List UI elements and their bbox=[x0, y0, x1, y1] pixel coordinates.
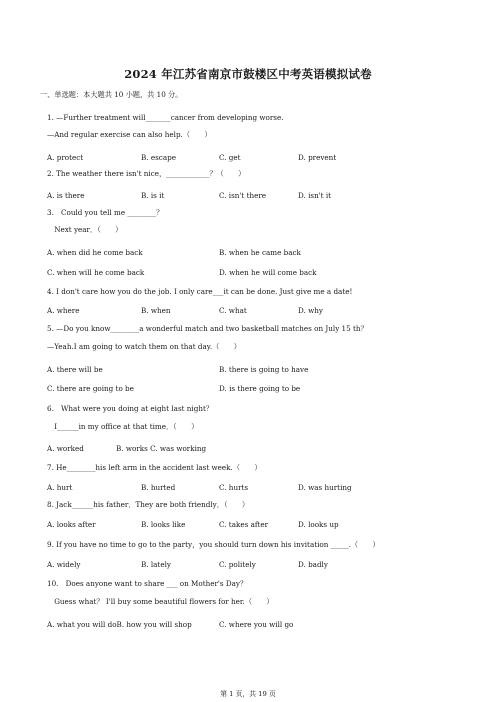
question-8-option: D. looks up bbox=[298, 520, 339, 529]
question-1-line-1: 1. —Further treatment will_______cancer from developing worse. bbox=[47, 113, 284, 122]
question-8-option: C. takes after bbox=[219, 520, 269, 529]
question-3-option: A. when did he come back bbox=[47, 248, 143, 257]
question-6-line-1: 6. What were you doing at eight last night？ bbox=[47, 404, 214, 413]
question-5-line-1: 5. —Do you know________a wonderful match and two basketball matches on July 15 th？ bbox=[47, 324, 368, 333]
question-4-option: C. what bbox=[219, 306, 247, 315]
question-9-option: D. badly bbox=[298, 560, 328, 569]
question-1-option: A. protect bbox=[47, 153, 84, 162]
section-heading: 一、单选题：本大题共 10 小题，共 10 分。 bbox=[40, 90, 183, 99]
question-7-option: C. hurts bbox=[219, 483, 249, 492]
question-4-option: B. when bbox=[141, 306, 171, 315]
question-7-option: B. hurted bbox=[141, 483, 176, 492]
question-6-option: A. worked bbox=[47, 444, 84, 453]
question-5-line-2: —Yeah.I am going to watch them on that day.（ ） bbox=[47, 342, 241, 351]
question-7-option: A. hurt bbox=[47, 483, 73, 492]
question-4-option: D. why bbox=[298, 306, 323, 315]
question-1-line-2: —And regular exercise can also help.（ ） bbox=[47, 130, 212, 139]
question-3-option: B. when he came back bbox=[219, 248, 301, 257]
question-3-option: C. when will he come back bbox=[47, 268, 145, 277]
question-4-line-1: 4. I don't care how you do the job. I only care___it can be done. Just give me a date! bbox=[47, 287, 353, 296]
question-5-option: A. there will be bbox=[47, 365, 103, 374]
question-3-line-2: Next year．（ ） bbox=[47, 225, 123, 234]
question-6-line-2: I______in my office at that time．（ ） bbox=[47, 422, 199, 431]
question-10-line-2: Guess what？ I'll buy some beautiful flowers for her.（ ） bbox=[47, 597, 274, 606]
question-3-line-1: 3. Could you tell me ________？ bbox=[47, 208, 164, 217]
question-10-option: A. what you will doB. how you will shop bbox=[47, 620, 192, 629]
question-8-option: A. looks after bbox=[47, 520, 96, 529]
question-2-line-1: 2. The weather there isn't nice，____________？（ ） bbox=[47, 169, 246, 178]
question-6-option: B. works C. was working bbox=[116, 444, 207, 453]
question-9-option: C. politely bbox=[219, 560, 256, 569]
question-2-option: C. isn't there bbox=[219, 191, 267, 200]
question-1-option: B. escape bbox=[141, 153, 176, 162]
question-9-line-1: 9. If you have no time to go to the party，you should turn down his invitation _____.（ ） bbox=[47, 540, 380, 549]
question-2-option: A. is there bbox=[47, 191, 85, 200]
question-5-option: C. there are going to be bbox=[47, 384, 134, 393]
question-3-option: D. when he will come back bbox=[219, 268, 317, 277]
question-9-option: A. widely bbox=[47, 560, 81, 569]
question-5-option: D. is there going to be bbox=[219, 384, 301, 393]
question-10-line-1: 10. Does anyone want to share ___ on Mother's Day？ bbox=[47, 579, 248, 588]
question-1-option: C. get bbox=[219, 153, 241, 162]
question-1-option: D. prevent bbox=[298, 153, 337, 162]
question-7-line-1: 7. He________his left arm in the accident last week.（ ） bbox=[47, 463, 262, 472]
question-2-option: D. isn't it bbox=[298, 191, 332, 200]
question-5-option: B. there is going to have bbox=[219, 365, 309, 374]
question-8-line-1: 8. Jack______his father．They are both friendly．（ ） bbox=[47, 500, 250, 509]
page-footer: 第 1 页，共 19 页 bbox=[220, 690, 276, 698]
page-title: 2024 年江苏省南京市鼓楼区中考英语模拟试卷 bbox=[124, 67, 372, 81]
question-9-option: B. lately bbox=[141, 560, 171, 569]
question-8-option: B. looks like bbox=[141, 520, 186, 529]
question-7-option: D. was hurting bbox=[298, 483, 352, 492]
question-4-option: A. where bbox=[47, 306, 80, 315]
question-10-option: C. where you will go bbox=[219, 620, 294, 629]
question-2-option: B. is it bbox=[141, 191, 165, 200]
